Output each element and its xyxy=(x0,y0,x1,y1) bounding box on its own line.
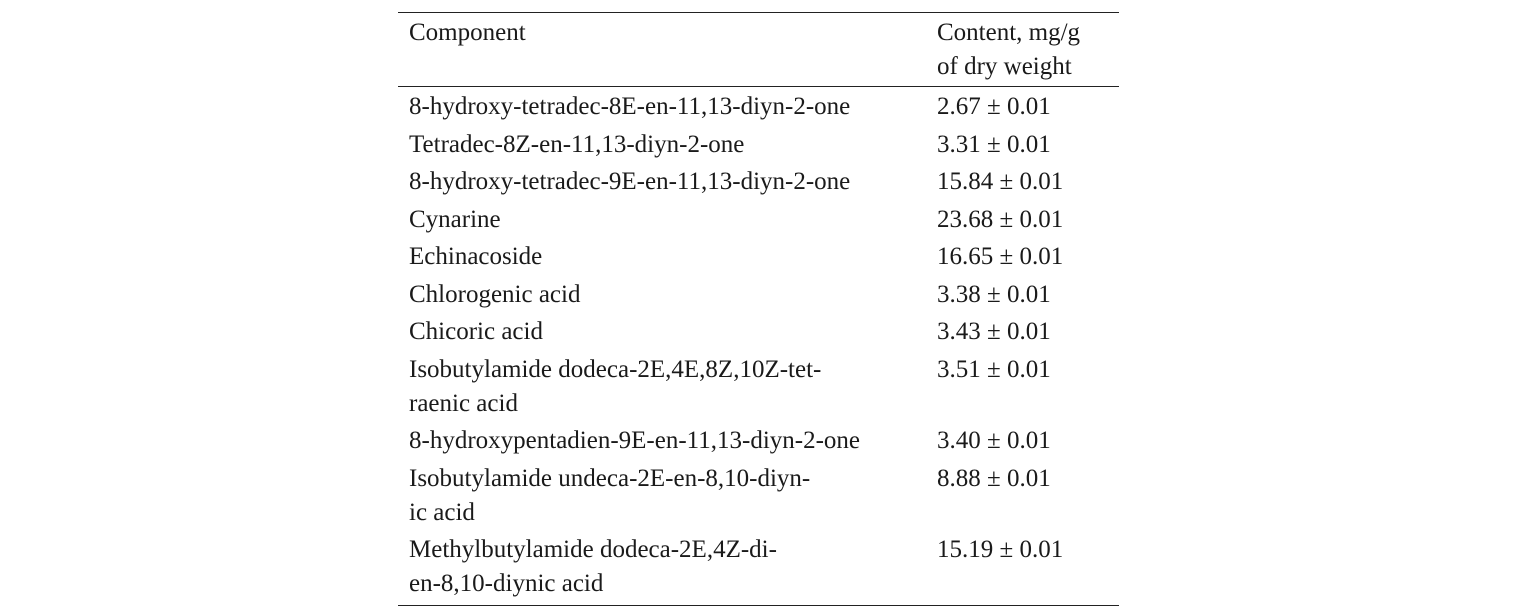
table-row xyxy=(398,315,1119,353)
component-cell xyxy=(398,240,926,278)
component-cell xyxy=(398,353,926,425)
content-cell: 23.68 ± 0.01 xyxy=(937,205,1064,233)
component-cell xyxy=(398,462,926,534)
component-name-line: 8-hydroxy-tetradec-8E-en-11,13-diyn-2-one xyxy=(409,93,851,120)
component-cell xyxy=(398,533,926,605)
table-row xyxy=(398,353,1119,425)
content-cell: 3.43 ± 0.01 xyxy=(937,318,1051,345)
table-row xyxy=(398,87,1119,128)
component-name-line: 8-hydroxypentadien-9E-en-11,13-diyn-2-one xyxy=(409,427,861,454)
table-row xyxy=(398,240,1119,278)
component-name-line: Isobutylamide dodeca-2E,4E,8Z,10Z-tet- xyxy=(409,355,822,383)
header-content-line1: Content, mg/g xyxy=(937,19,1081,46)
component-name-line: 8-hydroxy-tetradec-9E-en-11,13-diyn-2-one xyxy=(409,168,851,195)
content-cell: 3.51 ± 0.01 xyxy=(937,355,1051,383)
component-cell xyxy=(398,424,926,462)
component-name-line: en-8,10-diynic acid xyxy=(409,570,604,597)
header-component xyxy=(398,13,926,87)
component-cell xyxy=(398,165,926,203)
component-cell xyxy=(398,128,926,166)
table-header xyxy=(398,13,1119,87)
component-cell xyxy=(398,87,926,128)
component-name-line: Cynarine xyxy=(409,205,501,233)
content-cell: 8.88 ± 0.01 xyxy=(937,464,1051,492)
component-cell xyxy=(398,278,926,316)
component-name-line: ic acid xyxy=(409,498,475,526)
header-row xyxy=(398,13,1119,87)
component-name-line: Tetradec-8Z-en-11,13-diyn-2-one xyxy=(409,130,745,158)
component-name-line: Chicoric acid xyxy=(409,318,543,345)
content-cell: 15.19 ± 0.01 xyxy=(937,536,1064,563)
component-name-line: Isobutylamide undeca-2E-en-8,10-diyn- xyxy=(409,464,811,492)
content-cell: 2.67 ± 0.01 xyxy=(937,93,1051,120)
table-row xyxy=(398,533,1119,605)
component-cell xyxy=(398,315,926,353)
component-content-table xyxy=(398,12,1119,606)
component-name-line: Echinacoside xyxy=(409,243,543,270)
component-name-line: raenic acid xyxy=(409,389,518,417)
data-table-container xyxy=(398,12,1119,606)
table-body xyxy=(398,87,1119,606)
header-content xyxy=(926,13,1119,87)
content-cell: 3.38 ± 0.01 xyxy=(937,280,1051,308)
content-cell: 3.40 ± 0.01 xyxy=(937,427,1051,454)
table-row xyxy=(398,462,1119,534)
content-cell: 3.31 ± 0.01 xyxy=(937,130,1051,158)
header-content-line2: of dry weight xyxy=(937,53,1072,80)
table-row xyxy=(398,278,1119,316)
component-name-line: Methylbutylamide dodeca-2E,4Z-di- xyxy=(409,536,777,563)
content-cell: 16.65 ± 0.01 xyxy=(937,243,1064,270)
table-row xyxy=(398,203,1119,241)
content-cell: 15.84 ± 0.01 xyxy=(937,168,1064,195)
table-row xyxy=(398,424,1119,462)
table-row xyxy=(398,128,1119,166)
component-name-line: Chlorogenic acid xyxy=(409,280,581,308)
component-cell xyxy=(398,203,926,241)
table-row xyxy=(398,165,1119,203)
header-component-label: Component xyxy=(409,19,526,46)
